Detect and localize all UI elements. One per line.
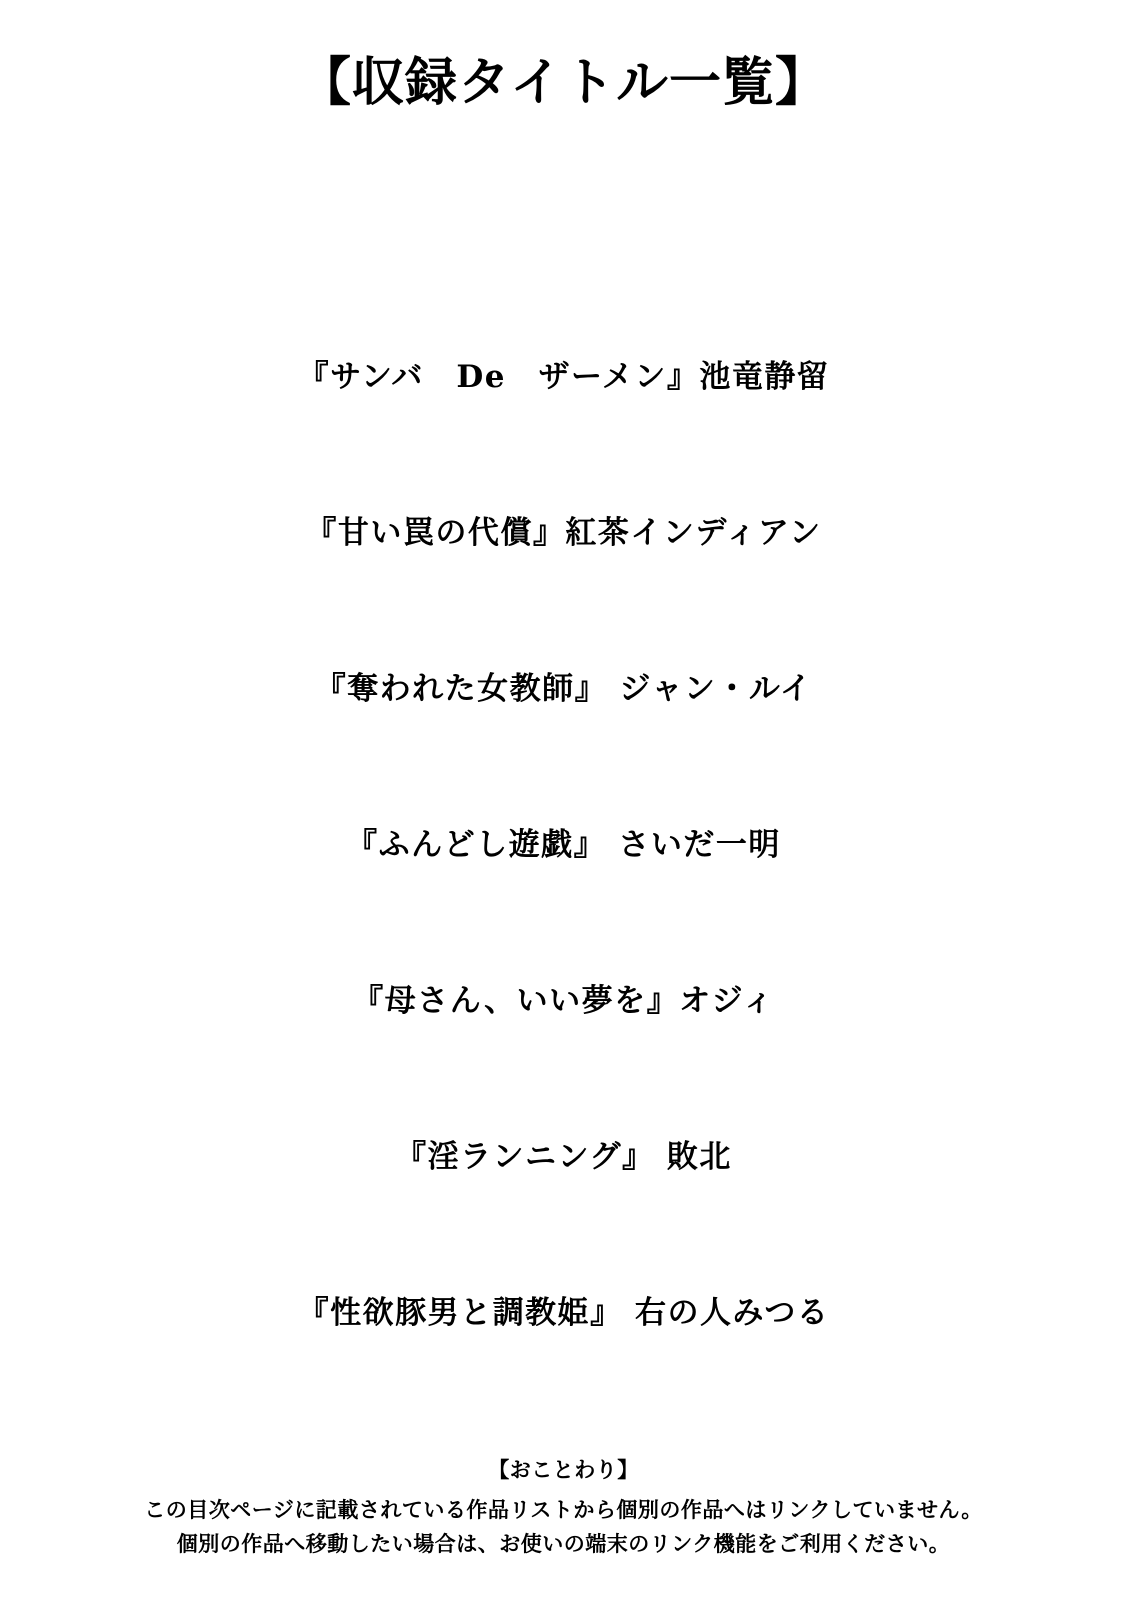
list-item: 『淫ランニング』 敗北 xyxy=(395,1138,732,1175)
list-item: 『甘い罠の代償』紅茶インディアン xyxy=(305,514,822,551)
list-item: 『母さん、いい夢を』オジィ xyxy=(352,982,775,1019)
list-item: 『ふんどし遊戯』 さいだ一明 xyxy=(346,826,781,863)
list-item: 『サンバ De ザーメン』池竜静留 xyxy=(297,358,830,395)
disclaimer-line-2: 個別の作品へ移動したい場合は、お使いの端末のリンク機能をご利用ください。 xyxy=(176,1532,951,1557)
table-of-contents-list xyxy=(0,299,1127,1391)
list-item: 『奪われた女教師』 ジャン・ルイ xyxy=(314,670,813,707)
page-title: 【収録タイトル一覧】 xyxy=(299,52,828,113)
disclaimer-heading: 【おことわり】 xyxy=(488,1457,639,1482)
list-item: 『性欲豚男と調教姫』 右の人みつる xyxy=(297,1294,830,1331)
disclaimer-line-1: この目次ページに記載されている作品リストから個別の作品へはリンクしていません。 xyxy=(144,1497,983,1522)
disclaimer-note xyxy=(0,1454,1127,1562)
